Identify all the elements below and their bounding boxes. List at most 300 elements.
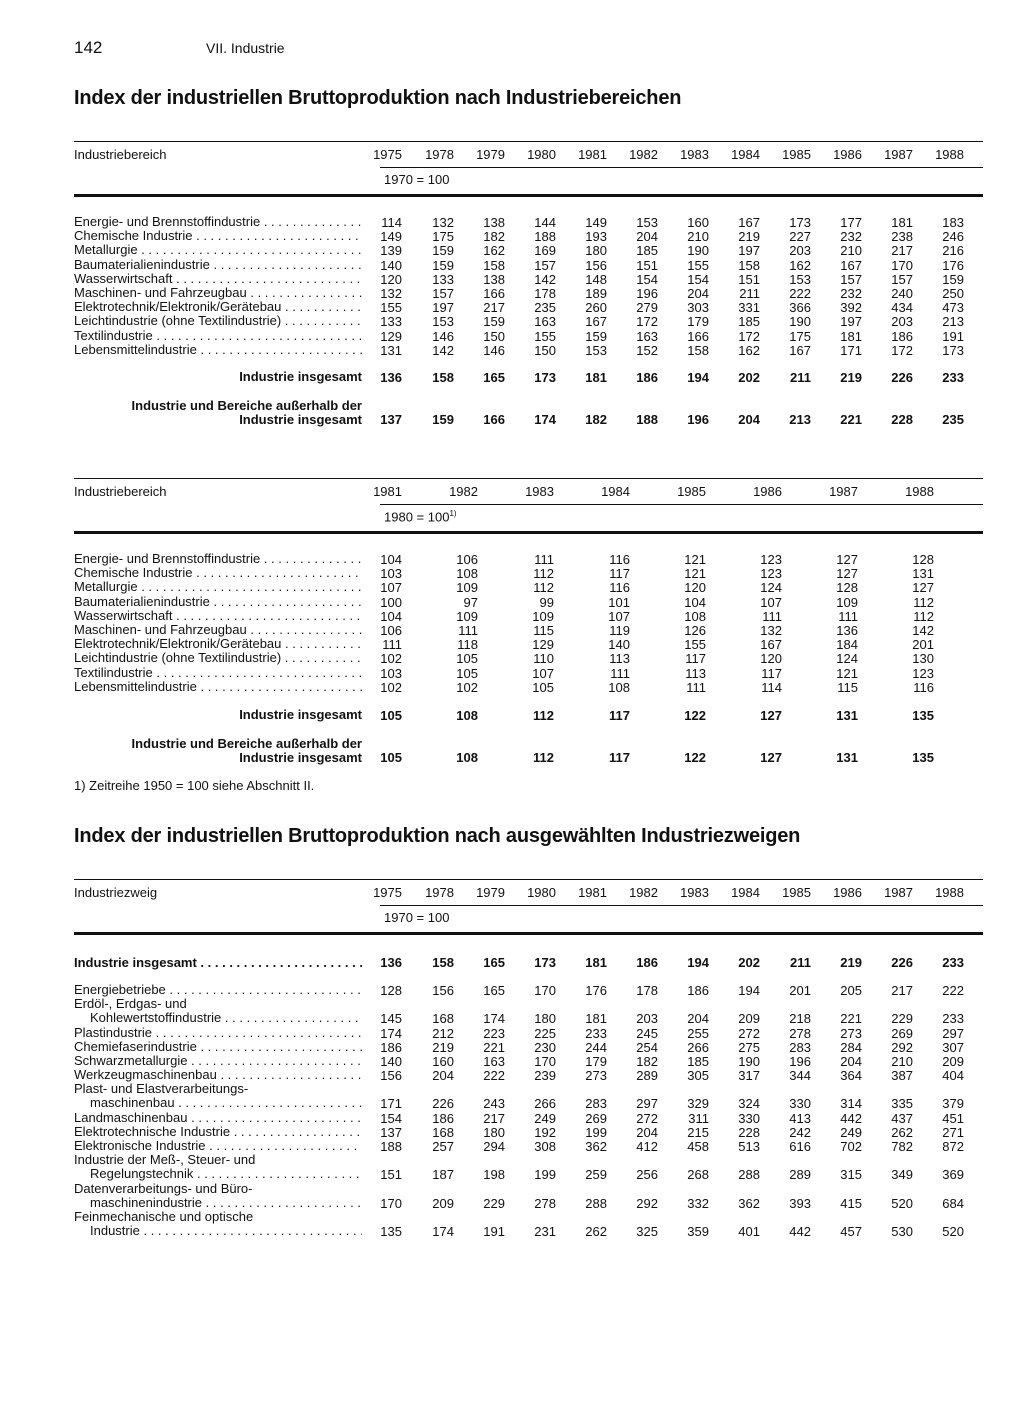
year-header: 1981 xyxy=(578,885,607,900)
data-row-value: 314 xyxy=(840,1096,862,1112)
total-label: Industrie insgesamt . . . xyxy=(74,956,362,970)
row-label: Landmaschinenbau . . . xyxy=(74,1111,362,1125)
data-row-value: 782 xyxy=(891,1139,913,1155)
data-row-value: 144 xyxy=(534,215,556,230)
data-row-value: 238 xyxy=(891,229,913,245)
data-row-value: 209 xyxy=(432,1195,454,1211)
total-row-value: 165 xyxy=(483,955,505,970)
total-row-value: 158 xyxy=(432,370,454,385)
data-row-value: 176 xyxy=(942,257,964,273)
row-label: Maschinen- und Fahrzeugbau . . . xyxy=(74,286,362,300)
data-row-value: 123 xyxy=(760,566,782,582)
data-row-value: 283 xyxy=(585,1096,607,1112)
data-row-value: 217 xyxy=(483,1110,505,1126)
data-row-value: 228 xyxy=(738,1125,760,1140)
data-row-value: 128 xyxy=(380,983,402,998)
data-row-value: 132 xyxy=(760,623,782,638)
data-row-value: 170 xyxy=(891,257,913,273)
data-row-value: 110 xyxy=(533,651,554,667)
total-row-value: 131 xyxy=(836,750,858,765)
data-row-value: 139 xyxy=(380,243,402,259)
data-row-value: 246 xyxy=(942,229,964,245)
data-row-value: 203 xyxy=(891,314,913,330)
data-row-value: 102 xyxy=(380,679,402,695)
data-row-value: 221 xyxy=(483,1039,505,1055)
year-header: 1980 xyxy=(527,147,556,162)
data-row-value: 222 xyxy=(942,983,964,998)
data-row-value: 217 xyxy=(891,243,913,259)
data-row-value: 142 xyxy=(912,623,934,638)
year-header: 1975 xyxy=(373,147,402,162)
row-label-line1: Erdöl-, Erdgas- und xyxy=(74,997,187,1012)
data-row-value: 271 xyxy=(942,1125,964,1140)
data-row-value: 872 xyxy=(942,1139,964,1155)
data-row-value: 308 xyxy=(534,1139,556,1155)
data-row-value: 273 xyxy=(840,1025,862,1041)
data-row-value: 190 xyxy=(738,1054,760,1069)
total-row-value: 221 xyxy=(840,412,862,427)
data-row-value: 133 xyxy=(380,314,402,330)
data-row-value: 379 xyxy=(942,1096,964,1112)
total-row-value: 228 xyxy=(891,412,913,427)
data-row-value: 185 xyxy=(687,1054,709,1069)
total-row-value: 211 xyxy=(790,955,811,970)
total-row-value: 181 xyxy=(585,370,607,385)
column-header-label: Industriebereich xyxy=(74,147,167,162)
data-row-value: 160 xyxy=(687,215,709,230)
total-row-value: 186 xyxy=(636,370,658,385)
data-row-value: 292 xyxy=(636,1195,658,1211)
data-row-value: 268 xyxy=(687,1167,709,1183)
data-row-value: 458 xyxy=(687,1139,709,1155)
data-row-value: 162 xyxy=(789,257,811,273)
data-row-value: 112 xyxy=(913,608,934,624)
data-row-value: 112 xyxy=(533,580,554,596)
total-row-value: 165 xyxy=(483,370,505,385)
row-label: Maschinen- und Fahrzeugbau . . . xyxy=(74,623,362,637)
data-row-value: 362 xyxy=(585,1139,607,1155)
data-row-value: 155 xyxy=(684,637,706,653)
data-row-value: 124 xyxy=(760,580,782,596)
total-row-value: 127 xyxy=(760,708,782,723)
data-row-value: 159 xyxy=(585,328,607,344)
data-row-value: 102 xyxy=(456,679,478,695)
data-row-value: 203 xyxy=(789,243,811,259)
data-row-value: 201 xyxy=(912,637,934,653)
data-row-value: 132 xyxy=(432,215,454,230)
data-row-value: 213 xyxy=(942,314,964,330)
header-rule-bottom xyxy=(74,531,983,534)
total-row-value: 194 xyxy=(687,955,709,970)
data-row-value: 104 xyxy=(380,608,402,624)
total-row-value: 122 xyxy=(684,750,706,765)
row-label: Metallurgie . . . xyxy=(74,580,362,594)
data-row-value: 152 xyxy=(636,342,658,358)
data-row-value: 196 xyxy=(789,1054,811,1069)
data-row-value: 127 xyxy=(912,580,934,596)
data-row-value: 362 xyxy=(738,1195,760,1211)
data-row-value: 616 xyxy=(789,1139,811,1155)
data-row-value: 116 xyxy=(609,552,630,567)
data-row-value: 232 xyxy=(840,286,862,301)
row-label: Metallurgie . . . xyxy=(74,243,362,257)
data-row-value: 169 xyxy=(534,243,556,259)
header-rule-top xyxy=(74,879,983,880)
data-row-value: 109 xyxy=(456,580,478,596)
data-row-value: 142 xyxy=(432,342,454,358)
total-row-value: 135 xyxy=(912,750,934,765)
data-row-value: 190 xyxy=(687,243,709,259)
data-row-value: 197 xyxy=(840,314,862,330)
data-row-value: 198 xyxy=(483,1167,505,1183)
data-row-value: 102 xyxy=(380,651,402,667)
data-row-value: 288 xyxy=(738,1167,760,1183)
data-row-value: 344 xyxy=(789,1068,811,1084)
data-row-value: 189 xyxy=(585,286,607,301)
data-row-value: 104 xyxy=(380,552,402,567)
total-row-value: 117 xyxy=(609,708,630,723)
data-row-value: 191 xyxy=(483,1224,505,1240)
data-row-value: 123 xyxy=(760,552,782,567)
year-header: 1987 xyxy=(884,147,913,162)
data-row-value: 473 xyxy=(942,300,964,316)
total-row-value: 233 xyxy=(942,370,964,385)
data-row-value: 210 xyxy=(687,229,709,245)
data-row-value: 188 xyxy=(380,1139,402,1155)
data-row-value: 366 xyxy=(789,300,811,316)
data-row-value: 288 xyxy=(585,1195,607,1211)
total-row-value: 105 xyxy=(380,750,402,765)
total-label-line1: Industrie und Bereiche außerhalb der xyxy=(131,737,362,751)
total-row-value: 112 xyxy=(533,750,554,765)
data-row-value: 266 xyxy=(687,1039,709,1055)
data-row-value: 211 xyxy=(739,286,760,301)
data-row-value: 167 xyxy=(760,637,782,653)
data-row-value: 137 xyxy=(380,1125,402,1140)
year-header: 1982 xyxy=(629,147,658,162)
data-row-value: 249 xyxy=(840,1125,862,1140)
data-row-value: 113 xyxy=(609,651,630,667)
data-row-value: 121 xyxy=(684,566,706,582)
row-label-line1: Feinmechanische und optische xyxy=(74,1210,254,1225)
data-row-value: 218 xyxy=(789,1011,811,1027)
header-subrule xyxy=(380,504,983,505)
data-row-value: 210 xyxy=(891,1054,913,1069)
year-header: 1987 xyxy=(829,484,858,499)
data-row-value: 215 xyxy=(687,1125,709,1140)
data-row-value: 100 xyxy=(380,594,402,610)
total-row-value: 117 xyxy=(609,750,630,765)
data-row-value: 279 xyxy=(636,300,658,316)
data-row-value: 157 xyxy=(432,286,454,301)
data-row-value: 117 xyxy=(609,566,630,582)
data-row-value: 174 xyxy=(483,1011,505,1027)
total-row-value: 202 xyxy=(738,370,760,385)
data-row-value: 103 xyxy=(380,665,402,681)
data-row-value: 155 xyxy=(534,328,556,344)
data-row-value: 349 xyxy=(891,1167,913,1183)
data-row-value: 242 xyxy=(789,1125,811,1140)
data-row-value: 530 xyxy=(891,1224,913,1240)
data-row-value: 130 xyxy=(912,651,934,667)
data-row-value: 151 xyxy=(636,257,658,273)
data-row-value: 209 xyxy=(942,1054,964,1069)
row-label-line2: maschinenindustrie . . . xyxy=(74,1196,362,1210)
total-row-value: 158 xyxy=(432,955,454,970)
data-row-value: 114 xyxy=(761,679,782,695)
data-row-value: 324 xyxy=(738,1096,760,1112)
data-row-value: 305 xyxy=(687,1068,709,1084)
data-row-value: 159 xyxy=(483,314,505,330)
data-row-value: 127 xyxy=(836,552,858,567)
data-row-value: 311 xyxy=(688,1110,709,1126)
data-row-value: 129 xyxy=(532,637,554,653)
data-row-value: 163 xyxy=(636,328,658,344)
data-row-value: 315 xyxy=(840,1167,862,1183)
data-row-value: 229 xyxy=(483,1195,505,1211)
data-row-value: 172 xyxy=(738,328,760,344)
data-row-value: 219 xyxy=(432,1039,454,1055)
data-row-value: 225 xyxy=(534,1025,556,1041)
year-header: 1982 xyxy=(449,484,478,499)
year-header: 1988 xyxy=(935,885,964,900)
data-row-value: 262 xyxy=(891,1125,913,1140)
row-label: Chemische Industrie . . . xyxy=(74,566,362,580)
data-row-value: 154 xyxy=(380,1110,402,1126)
total-row-value: 186 xyxy=(636,955,658,970)
baseline-label: 1970 = 100 xyxy=(384,910,450,925)
row-label: Elektrotechnik/Elektronik/Gerätebau . . . xyxy=(74,300,362,314)
data-row-value: 116 xyxy=(913,679,934,695)
year-header: 1983 xyxy=(680,147,709,162)
data-row-value: 273 xyxy=(585,1068,607,1084)
data-row-value: 116 xyxy=(609,580,630,596)
row-label: Leichtindustrie (ohne Textilindustrie) . . . xyxy=(74,651,362,665)
header-subrule xyxy=(380,167,983,168)
data-row-value: 160 xyxy=(432,1054,454,1069)
data-row-value: 434 xyxy=(891,300,913,316)
data-row-value: 272 xyxy=(636,1110,658,1126)
data-row-value: 173 xyxy=(789,215,811,230)
data-row-value: 126 xyxy=(684,623,706,638)
section-3-title: Index der industriellen Bruttoproduktion nach ausgewählten Industriezweigen xyxy=(74,825,801,847)
data-row-value: 307 xyxy=(942,1039,964,1055)
row-label: Energie- und Brennstoffindustrie . . . xyxy=(74,215,362,229)
data-row-value: 393 xyxy=(789,1195,811,1211)
data-row-value: 201 xyxy=(789,983,811,998)
data-row-value: 197 xyxy=(738,243,760,259)
data-row-value: 335 xyxy=(891,1096,913,1112)
data-row-value: 204 xyxy=(432,1068,454,1084)
data-row-value: 120 xyxy=(380,271,402,287)
data-row-value: 190 xyxy=(789,314,811,330)
data-row-value: 331 xyxy=(738,300,760,316)
data-row-value: 168 xyxy=(432,1011,454,1027)
data-row-value: 303 xyxy=(687,300,709,316)
data-row-value: 204 xyxy=(687,1011,709,1027)
data-row-value: 233 xyxy=(942,1011,964,1027)
data-row-value: 113 xyxy=(685,665,706,681)
year-header: 1984 xyxy=(731,885,760,900)
total-row-value: 136 xyxy=(380,955,402,970)
data-row-value: 162 xyxy=(483,243,505,259)
data-row-value: 108 xyxy=(684,608,706,624)
row-label: Lebensmittelindustrie . . . xyxy=(74,343,362,357)
year-header: 1985 xyxy=(677,484,706,499)
data-row-value: 150 xyxy=(483,328,505,344)
data-row-value: 181 xyxy=(840,328,862,344)
data-row-value: 121 xyxy=(836,665,858,681)
data-row-value: 404 xyxy=(942,1068,964,1084)
data-row-value: 325 xyxy=(636,1224,658,1240)
data-row-value: 107 xyxy=(532,665,554,681)
data-row-value: 175 xyxy=(789,328,811,344)
row-label: Werkzeugmaschinenbau . . . xyxy=(74,1068,362,1082)
data-row-value: 108 xyxy=(456,566,478,582)
data-row-value: 235 xyxy=(534,300,556,316)
column-header-label: Industriezweig xyxy=(74,885,158,900)
data-row-value: 369 xyxy=(942,1167,964,1183)
data-row-value: 108 xyxy=(608,679,630,695)
year-header: 1980 xyxy=(527,885,556,900)
data-row-value: 239 xyxy=(534,1068,556,1084)
data-row-value: 167 xyxy=(585,314,607,330)
data-row-value: 154 xyxy=(636,271,658,287)
data-row-value: 179 xyxy=(687,314,709,330)
year-header: 1981 xyxy=(578,147,607,162)
total-label: Industrie insgesamt xyxy=(239,370,362,384)
row-label: Baumaterialienindustrie . . . xyxy=(74,258,362,272)
data-row-value: 217 xyxy=(891,983,913,998)
total-row-value: 174 xyxy=(534,412,556,427)
data-row-value: 155 xyxy=(687,257,709,273)
data-row-value: 121 xyxy=(684,552,706,567)
data-row-value: 245 xyxy=(636,1025,658,1041)
data-row-value: 153 xyxy=(789,271,811,287)
data-row-value: 278 xyxy=(789,1025,811,1041)
data-row-value: 118 xyxy=(457,637,478,653)
data-row-value: 191 xyxy=(942,328,964,344)
data-row-value: 170 xyxy=(534,1054,556,1069)
data-row-value: 520 xyxy=(942,1224,964,1240)
data-row-value: 168 xyxy=(432,1125,454,1140)
total-row-value: 219 xyxy=(840,955,862,970)
data-row-value: 128 xyxy=(912,552,934,567)
total-row-value: 226 xyxy=(891,370,913,385)
data-row-value: 178 xyxy=(636,983,658,998)
data-row-value: 103 xyxy=(380,566,402,582)
data-row-value: 249 xyxy=(534,1110,556,1126)
data-row-value: 226 xyxy=(432,1096,454,1112)
footnote-marker: 1) xyxy=(449,509,457,518)
data-row-value: 117 xyxy=(685,651,706,667)
data-row-value: 156 xyxy=(380,1068,402,1084)
data-row-value: 131 xyxy=(380,342,402,358)
data-row-value: 233 xyxy=(585,1025,607,1041)
data-row-value: 437 xyxy=(891,1110,913,1126)
data-row-value: 153 xyxy=(585,342,607,358)
data-row-value: 204 xyxy=(840,1054,862,1069)
data-row-value: 278 xyxy=(534,1195,556,1211)
row-label-line2: Regelungstechnik . . . xyxy=(74,1167,362,1181)
data-row-value: 135 xyxy=(380,1224,402,1240)
data-row-value: 442 xyxy=(789,1224,811,1240)
total-label-line2: Industrie insgesamt xyxy=(239,751,362,765)
data-row-value: 188 xyxy=(534,229,556,245)
data-row-value: 392 xyxy=(840,300,862,316)
data-row-value: 158 xyxy=(687,342,709,358)
data-row-value: 149 xyxy=(585,215,607,230)
year-header: 1978 xyxy=(425,147,454,162)
row-label: Energie- und Brennstoffindustrie . . . xyxy=(74,552,362,566)
data-row-value: 292 xyxy=(891,1039,913,1055)
data-row-value: 155 xyxy=(380,300,402,316)
chapter-title: VII. Industrie xyxy=(206,40,285,56)
data-row-value: 221 xyxy=(840,1011,862,1027)
data-row-value: 128 xyxy=(836,580,858,596)
data-row-value: 184 xyxy=(836,637,858,653)
data-row-value: 289 xyxy=(789,1167,811,1183)
data-row-value: 222 xyxy=(789,286,811,301)
data-row-value: 99 xyxy=(539,594,554,610)
data-row-value: 240 xyxy=(891,286,913,301)
data-row-value: 166 xyxy=(483,286,505,301)
data-row-value: 111 xyxy=(534,552,554,567)
data-row-value: 158 xyxy=(738,257,760,273)
data-row-value: 115 xyxy=(533,623,554,638)
data-row-value: 106 xyxy=(456,552,478,567)
data-row-value: 159 xyxy=(942,271,964,287)
row-label-line2: Industrie . . . xyxy=(74,1224,362,1238)
row-label: Schwarzmetallurgie . . . xyxy=(74,1054,362,1068)
total-label-line1: Industrie und Bereiche außerhalb der xyxy=(131,399,362,413)
data-row-value: 172 xyxy=(636,314,658,330)
data-row-value: 317 xyxy=(738,1068,760,1084)
total-row-value: 188 xyxy=(636,412,658,427)
data-row-value: 97 xyxy=(463,594,478,610)
data-row-value: 171 xyxy=(840,342,862,358)
data-row-value: 204 xyxy=(636,1125,658,1140)
data-row-value: 101 xyxy=(608,594,630,610)
data-row-value: 181 xyxy=(585,1011,607,1027)
data-row-value: 182 xyxy=(636,1054,658,1069)
data-row-value: 177 xyxy=(840,215,862,230)
data-row-value: 199 xyxy=(585,1125,607,1140)
data-row-value: 111 xyxy=(610,665,630,681)
data-row-value: 158 xyxy=(483,257,505,273)
total-row-value: 213 xyxy=(789,412,811,427)
total-row-value: 173 xyxy=(534,370,556,385)
total-row-value: 122 xyxy=(684,708,706,723)
data-row-value: 163 xyxy=(483,1054,505,1069)
data-row-value: 109 xyxy=(532,608,554,624)
data-row-value: 145 xyxy=(380,1011,402,1027)
data-row-value: 114 xyxy=(381,215,402,230)
data-row-value: 138 xyxy=(483,215,505,230)
data-row-value: 153 xyxy=(432,314,454,330)
total-row-value: 108 xyxy=(456,708,478,723)
row-label-line1: Datenverarbeitungs- und Büro- xyxy=(74,1181,253,1196)
data-row-value: 129 xyxy=(380,328,402,344)
data-row-value: 684 xyxy=(942,1195,964,1211)
data-row-value: 329 xyxy=(687,1096,709,1112)
data-row-value: 219 xyxy=(738,229,760,245)
total-row-value: 211 xyxy=(790,370,811,385)
data-row-value: 194 xyxy=(738,983,760,998)
data-row-value: 138 xyxy=(483,271,505,287)
data-row-value: 330 xyxy=(738,1110,760,1126)
data-row-value: 284 xyxy=(840,1039,862,1055)
